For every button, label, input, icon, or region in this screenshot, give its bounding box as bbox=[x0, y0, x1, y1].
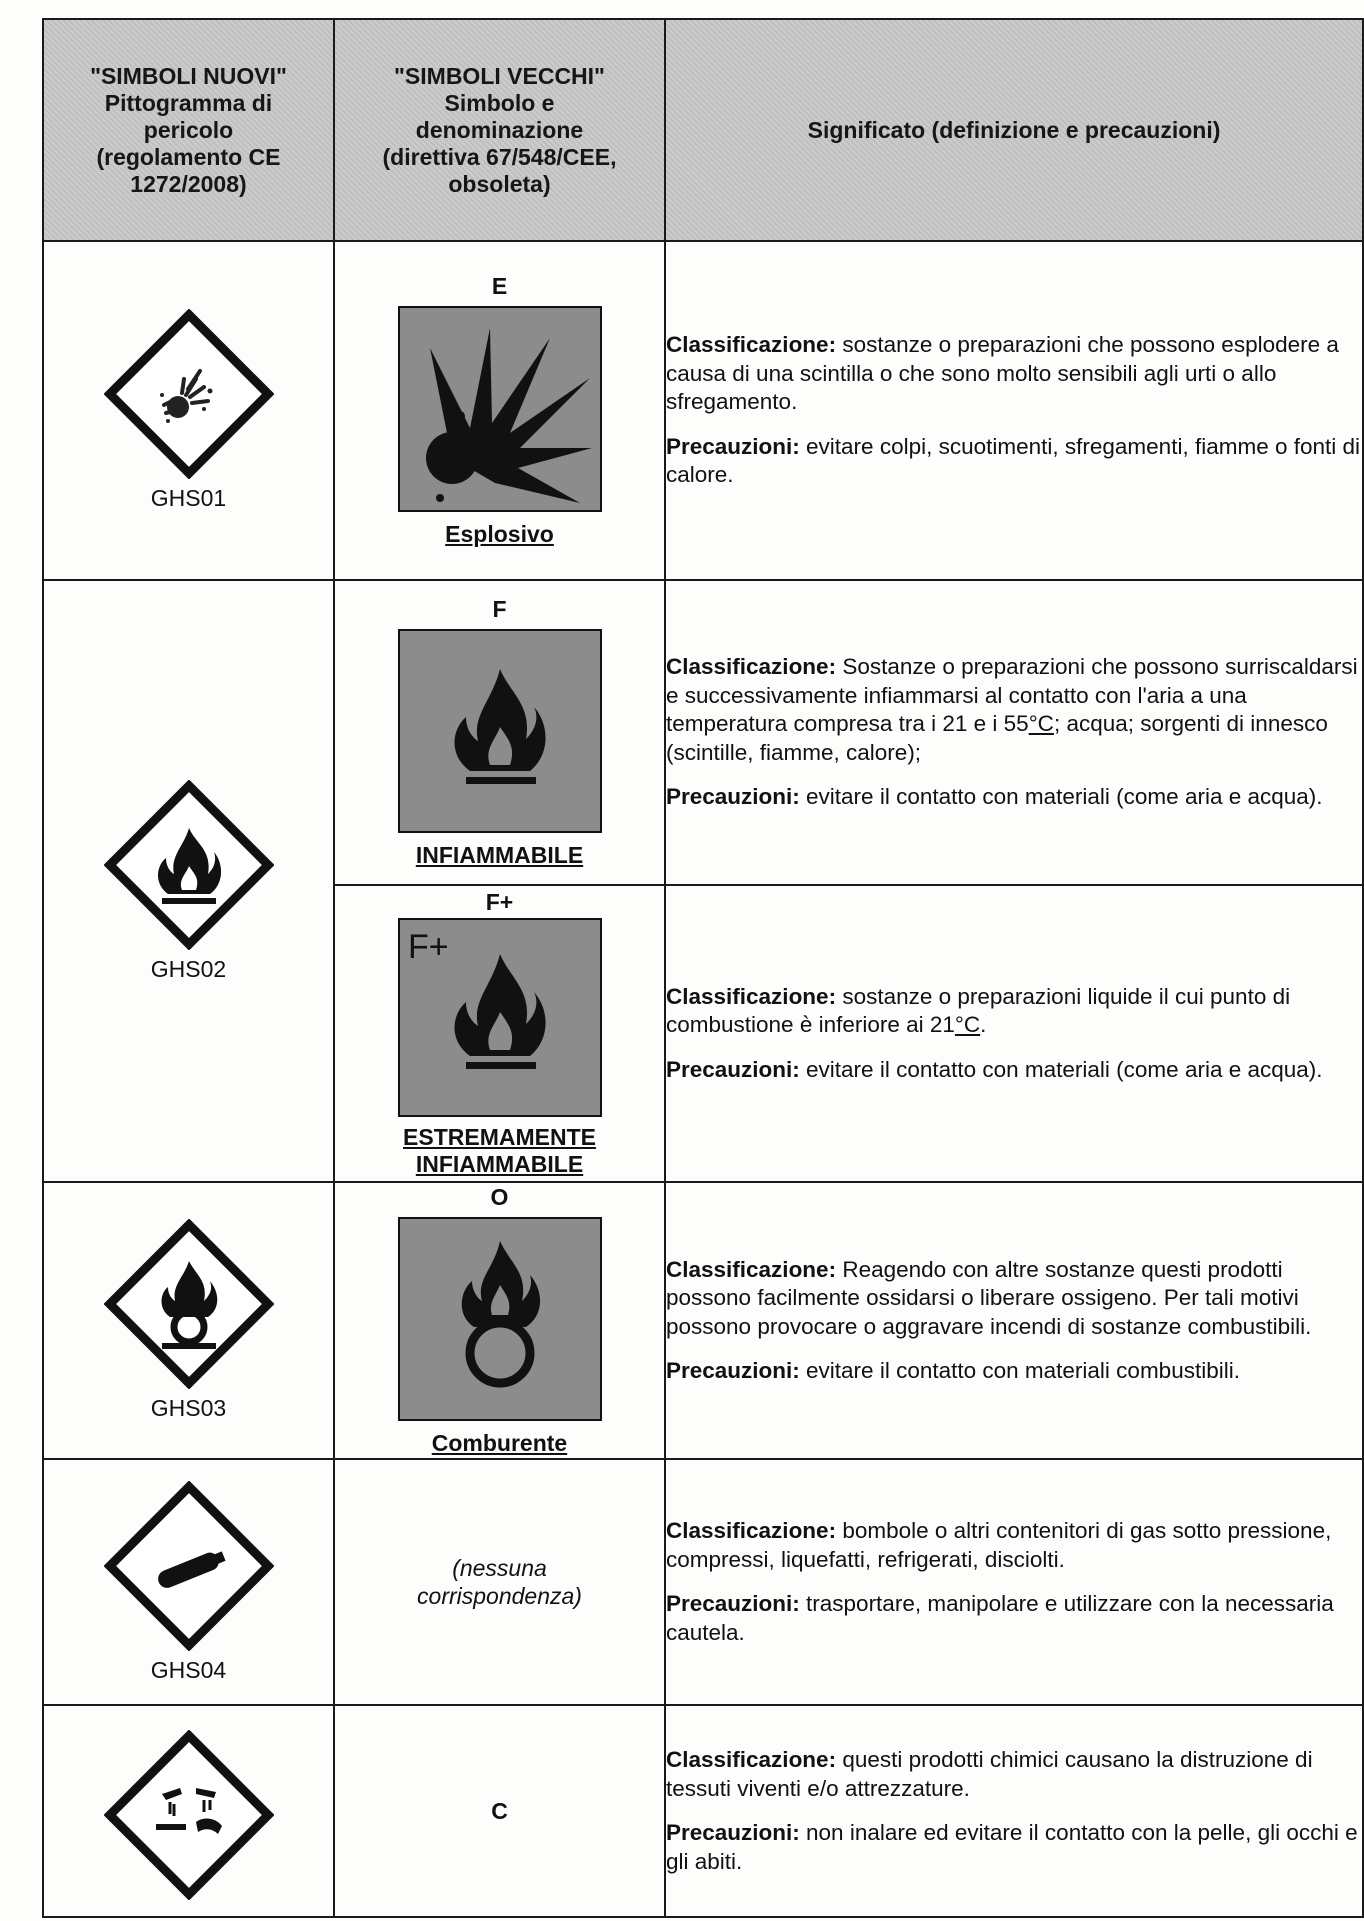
old-symbol-letter: O bbox=[490, 1184, 509, 1210]
flame-icon bbox=[104, 780, 274, 950]
meaning-cell bbox=[665, 885, 1363, 1182]
ghs-pictogram-cell bbox=[43, 1705, 334, 1917]
old-symbol-cell bbox=[334, 241, 665, 580]
old-symbol-letter: F bbox=[492, 596, 507, 622]
explosive-old-icon bbox=[398, 306, 602, 512]
meaning-cell bbox=[665, 580, 1363, 885]
table-row bbox=[43, 1182, 1363, 1459]
ghs-pictogram-cell bbox=[43, 1182, 334, 1459]
gas-cylinder-icon bbox=[104, 1481, 274, 1651]
precautions-text: Precauzioni: evitare colpi, scuotimenti, sfregamenti, fiamme o fonti di calore. bbox=[666, 433, 1361, 488]
precautions-text: Precauzioni: non inalare ed evitare il contatto con la pelle, gli occhi e gli abiti. bbox=[666, 1820, 1358, 1874]
flammable-old-icon bbox=[398, 629, 602, 833]
ghs-pictogram-cell bbox=[43, 241, 334, 580]
classification-text: Classificazione: sostanze o preparazioni liquide il cui punto di combustione è inferiore ai 21°C. bbox=[666, 983, 1291, 1038]
classification-text: Classificazione: questi prodotti chimici causano la distruzione di tessuti viventi e/o attrezzature. bbox=[666, 1747, 1313, 1801]
ghs-code-label: GHS01 bbox=[150, 485, 227, 511]
old-symbol-name: Comburente bbox=[431, 1430, 568, 1456]
flame-over-circle-icon bbox=[104, 1219, 274, 1389]
table-row bbox=[43, 1705, 1363, 1917]
old-symbol-cell bbox=[334, 1705, 665, 1917]
classification-text: Classificazione: sostanze o preparazioni che possono esplodere a causa di una scintilla o che sono molto sensibili agli urti o allo sfregamento. bbox=[666, 332, 1339, 415]
table-row bbox=[43, 241, 1363, 580]
old-symbol-cell bbox=[334, 1459, 665, 1705]
old-symbol-letter: C bbox=[491, 1797, 508, 1824]
old-symbol-cell bbox=[334, 580, 665, 885]
ghs-code-label: GHS04 bbox=[150, 1656, 227, 1683]
exploding-bomb-icon bbox=[104, 309, 274, 479]
meaning-cell bbox=[665, 241, 1363, 580]
no-correspondence-text-2: corrispondenza) bbox=[417, 1583, 582, 1609]
precautions-text: Precauzioni: evitare il contatto con materiali (come aria e acqua). bbox=[666, 1056, 1323, 1082]
old-symbol-name-2: INFIAMMABILE bbox=[415, 1151, 584, 1177]
meaning-cell bbox=[665, 1459, 1363, 1705]
ghs-code-label: GHS03 bbox=[150, 1395, 227, 1421]
header-new-symbols: "SIMBOLI NUOVI" Pittogramma di pericolo (regolamento CE 1272/2008) bbox=[43, 19, 334, 241]
old-symbol-name: INFIAMMABILE bbox=[415, 842, 584, 868]
old-box-mark: F+ bbox=[407, 928, 449, 966]
table-header-row bbox=[43, 19, 1363, 241]
meaning-cell bbox=[665, 1705, 1363, 1917]
old-symbol-cell bbox=[334, 1182, 665, 1459]
old-symbol-name: Esplosivo bbox=[445, 521, 554, 547]
corrosion-icon bbox=[104, 1730, 274, 1900]
ghs-pictogram-cell bbox=[43, 580, 334, 1182]
no-correspondence-text-1: (nessuna bbox=[452, 1555, 547, 1581]
classification-text: Classificazione: bombole o altri contenitori di gas sotto pressione, compressi, liquefatti, refrigerati, disciolti. bbox=[666, 1518, 1332, 1572]
precautions-text: Precauzioni: evitare il contatto con materiali combustibili. bbox=[666, 1358, 1240, 1383]
table-row bbox=[43, 580, 1363, 885]
old-symbol-cell bbox=[334, 885, 665, 1182]
oxidizing-old-icon bbox=[398, 1217, 602, 1421]
table-row bbox=[43, 1459, 1363, 1705]
precautions-text: Precauzioni: trasportare, manipolare e utilizzare con la necessaria cautela. bbox=[666, 1591, 1334, 1645]
meaning-cell bbox=[665, 1182, 1363, 1459]
hazard-symbols-table bbox=[42, 18, 1364, 1918]
ghs-code-label: GHS02 bbox=[150, 955, 227, 982]
classification-text: Classificazione: Sostanze o preparazioni che possono surriscaldarsi e successivamente infiammarsi al contatto con l'aria a una temperatura compresa tra i 21 e i 55°C; acqua; sorgenti di innesco (scintille, fiamme, calore); bbox=[666, 654, 1358, 765]
header-old-symbols: "SIMBOLI VECCHI" Simbolo e denominazione (direttiva 67/548/CEE, obsoleta) bbox=[334, 19, 665, 241]
precautions-text: Precauzioni: evitare il contatto con materiali (come aria e acqua). bbox=[666, 784, 1323, 810]
old-symbol-name-1: ESTREMAMENTE bbox=[403, 1124, 596, 1150]
header-meaning: Significato (definizione e precauzioni) bbox=[665, 19, 1363, 241]
old-symbol-letter: F+ bbox=[485, 889, 514, 915]
ghs-pictogram-cell bbox=[43, 1459, 334, 1705]
old-symbol-letter: E bbox=[491, 273, 508, 299]
extremely-flammable-old-icon bbox=[398, 918, 602, 1117]
classification-text: Classificazione: Reagendo con altre sostanze questi prodotti possono facilmente ossidarsi o liberare ossigeno. Per tali motivi possono provocare o aggravare incendi di sostanze combustibili. bbox=[666, 1256, 1312, 1339]
